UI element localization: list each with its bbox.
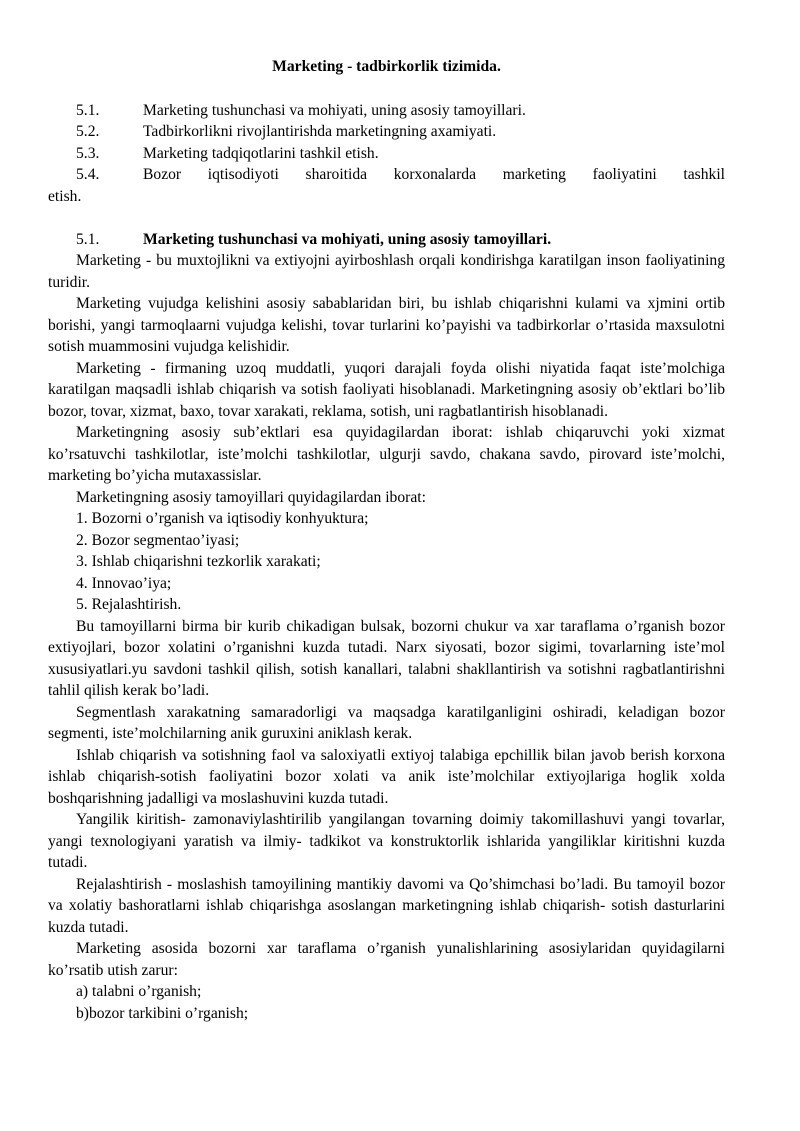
paragraph: Ishlab chiqarish va sotishning faol va saloxiyatli extiyoj talabiga epchillik bilan javob berish korxona ishlab chiqarish-sotish faoliyatini bozor xolati va anik iste’molchilar extiyojlariga hoglik xolda boshqarishning jadalligi va moslashuvini kuzda tutadi. — [48, 746, 725, 807]
toc-text-continuation: etish. — [48, 187, 82, 205]
paragraph: Rejalashtirish - moslashish tamoyilining mantikiy davomi va Qo’shimchasi bo’ladi. Bu tamoyil bozor va xolatiy bashoratlarni ishlab chiqarishga asoslangan marketingning ishlab chiqarish- sotish dasturlarini kuzda tutadi. — [48, 875, 725, 936]
list-item: 3. Ishlab chiqarishni tezkorlik xarakati; — [76, 553, 321, 570]
toc-text: Marketing tushunchasi va mohiyati, uning asosiy tamoyillari. — [143, 101, 526, 119]
list-item: 1. Bozorni o’rganish va iqtisodiy konhyuktura; — [76, 510, 369, 527]
paragraph: Segmentlash xarakatning samaradorligi va maqsadga karatilganligini oshiradi, keladigan bozor segmenti, iste’molchilarning anik guruxini aniklash kerak. — [48, 703, 725, 742]
table-of-contents — [48, 100, 725, 208]
toc-text: Marketing tadqiqotlarini tashkil etish. — [143, 144, 379, 162]
toc-number: 5.1. — [76, 101, 100, 119]
section-title: Marketing tushunchasi va mohiyati, uning asosiy tamoyillari. — [143, 230, 552, 248]
paragraph: Marketing - firmaning uzoq muddatli, yuqori darajali foyda olishi niyatida faqat iste’molchiga karatilgan maqsadli ishlab chiqarish va sotish faoliyati hisoblanadi. Marketingning asosiy ob’ektlari bo’lib bozor, tovar, xizmat, baxo, tovar xarakati, reklama, sotish, uni ragbatlantirish hisoblanadi. — [48, 359, 725, 420]
toc-text: Bozor iqtisodiyoti sharoitida korxonalarda marketing faoliyatini tashkil — [143, 166, 725, 183]
list-item: 5. Rejalashtirish. — [76, 596, 182, 613]
toc-number: 5.2. — [76, 123, 100, 140]
list-item: 4. Innovao’iya; — [76, 574, 172, 592]
paragraph: Yangilik kiritish- zamonaviylashtirilib yangilangan tovarning doimiy takomillashuvi yangi tovarlar, yangi texnologiyani yaratish va ilmiy- tadkikot va konstruktorlik ishlarida yangiliklar kiritishni kuzda tutadi. — [48, 811, 725, 871]
toc-text: Tadbirkorlikni rivojlantirishda marketingning axamiyati. — [143, 123, 497, 140]
paragraph: Marketing - bu muxtojlikni va extiyojni ayirboshlash orqali kondirishga karatilgan inson faoliyatining turidir. — [48, 252, 725, 291]
toc-number: 5.3. — [76, 144, 100, 162]
document-title: Marketing - tadbirkorlik tizimida. — [272, 58, 501, 75]
toc-item — [48, 121, 725, 143]
section-heading — [48, 229, 725, 251]
toc-item — [48, 164, 725, 186]
paragraph: Marketing vujudga kelishini asosiy sabablaridan biri, bu ishlab chiqarishni kulami va xjmini ortib borishi, yangi tarmoqlaarni vujudga kelishi, tovar turlarini ko’payishi va tadbirkorlar o’rtasida maxsulotni sotish muammosini vujudga kelishidir. — [48, 295, 725, 355]
toc-item — [48, 143, 725, 165]
toc-item — [48, 100, 725, 122]
section-number: 5.1. — [76, 230, 100, 248]
list-item: b)bozor tarkibini o’rganish; — [76, 1004, 249, 1022]
paragraph: Marketing asosida bozorni xar taraflama o’rganish yunalishlarining asosiylaridan quyidagilarni ko’rsatib utish zarur: — [48, 940, 725, 979]
list-item: 2. Bozor segmentao’iyasi; — [76, 531, 240, 549]
paragraph: Bu tamoyillarni birma bir kurib chikadigan bulsak, bozorni chukur va xar taraflama o’rganish bozor extiyojlari, bozor xolatini o’rganishni kuzda tutadi. Narx siyosati, bozor sigimi, tovarlarning iste’mol xususiyatlari.yu savdoni tashkil qilish, sotish kanallari, talabni shakllantirish va sotishni ragbatlantirishni tahlil qilish kerak bo’ladi. — [48, 617, 725, 699]
toc-number: 5.4. — [76, 166, 100, 183]
document-page — [48, 56, 725, 1024]
list-item: a) talabni o’rganish; — [76, 983, 202, 1000]
paragraph: Marketingning asosiy tamoyillari quyidagilardan iborat: — [76, 488, 426, 506]
paragraph: Marketingning asosiy sub’ektlari esa quyidagilardan iborat: ishlab chiqaruvchi yoki xizmat ko’rsatuvchi tashkilotlar, iste’molchi tashkilotlar, ulgurji savdo, chakana savdo, pirovard iste’molchi, marketing bo’yicha mutaxassislar. — [48, 424, 725, 484]
